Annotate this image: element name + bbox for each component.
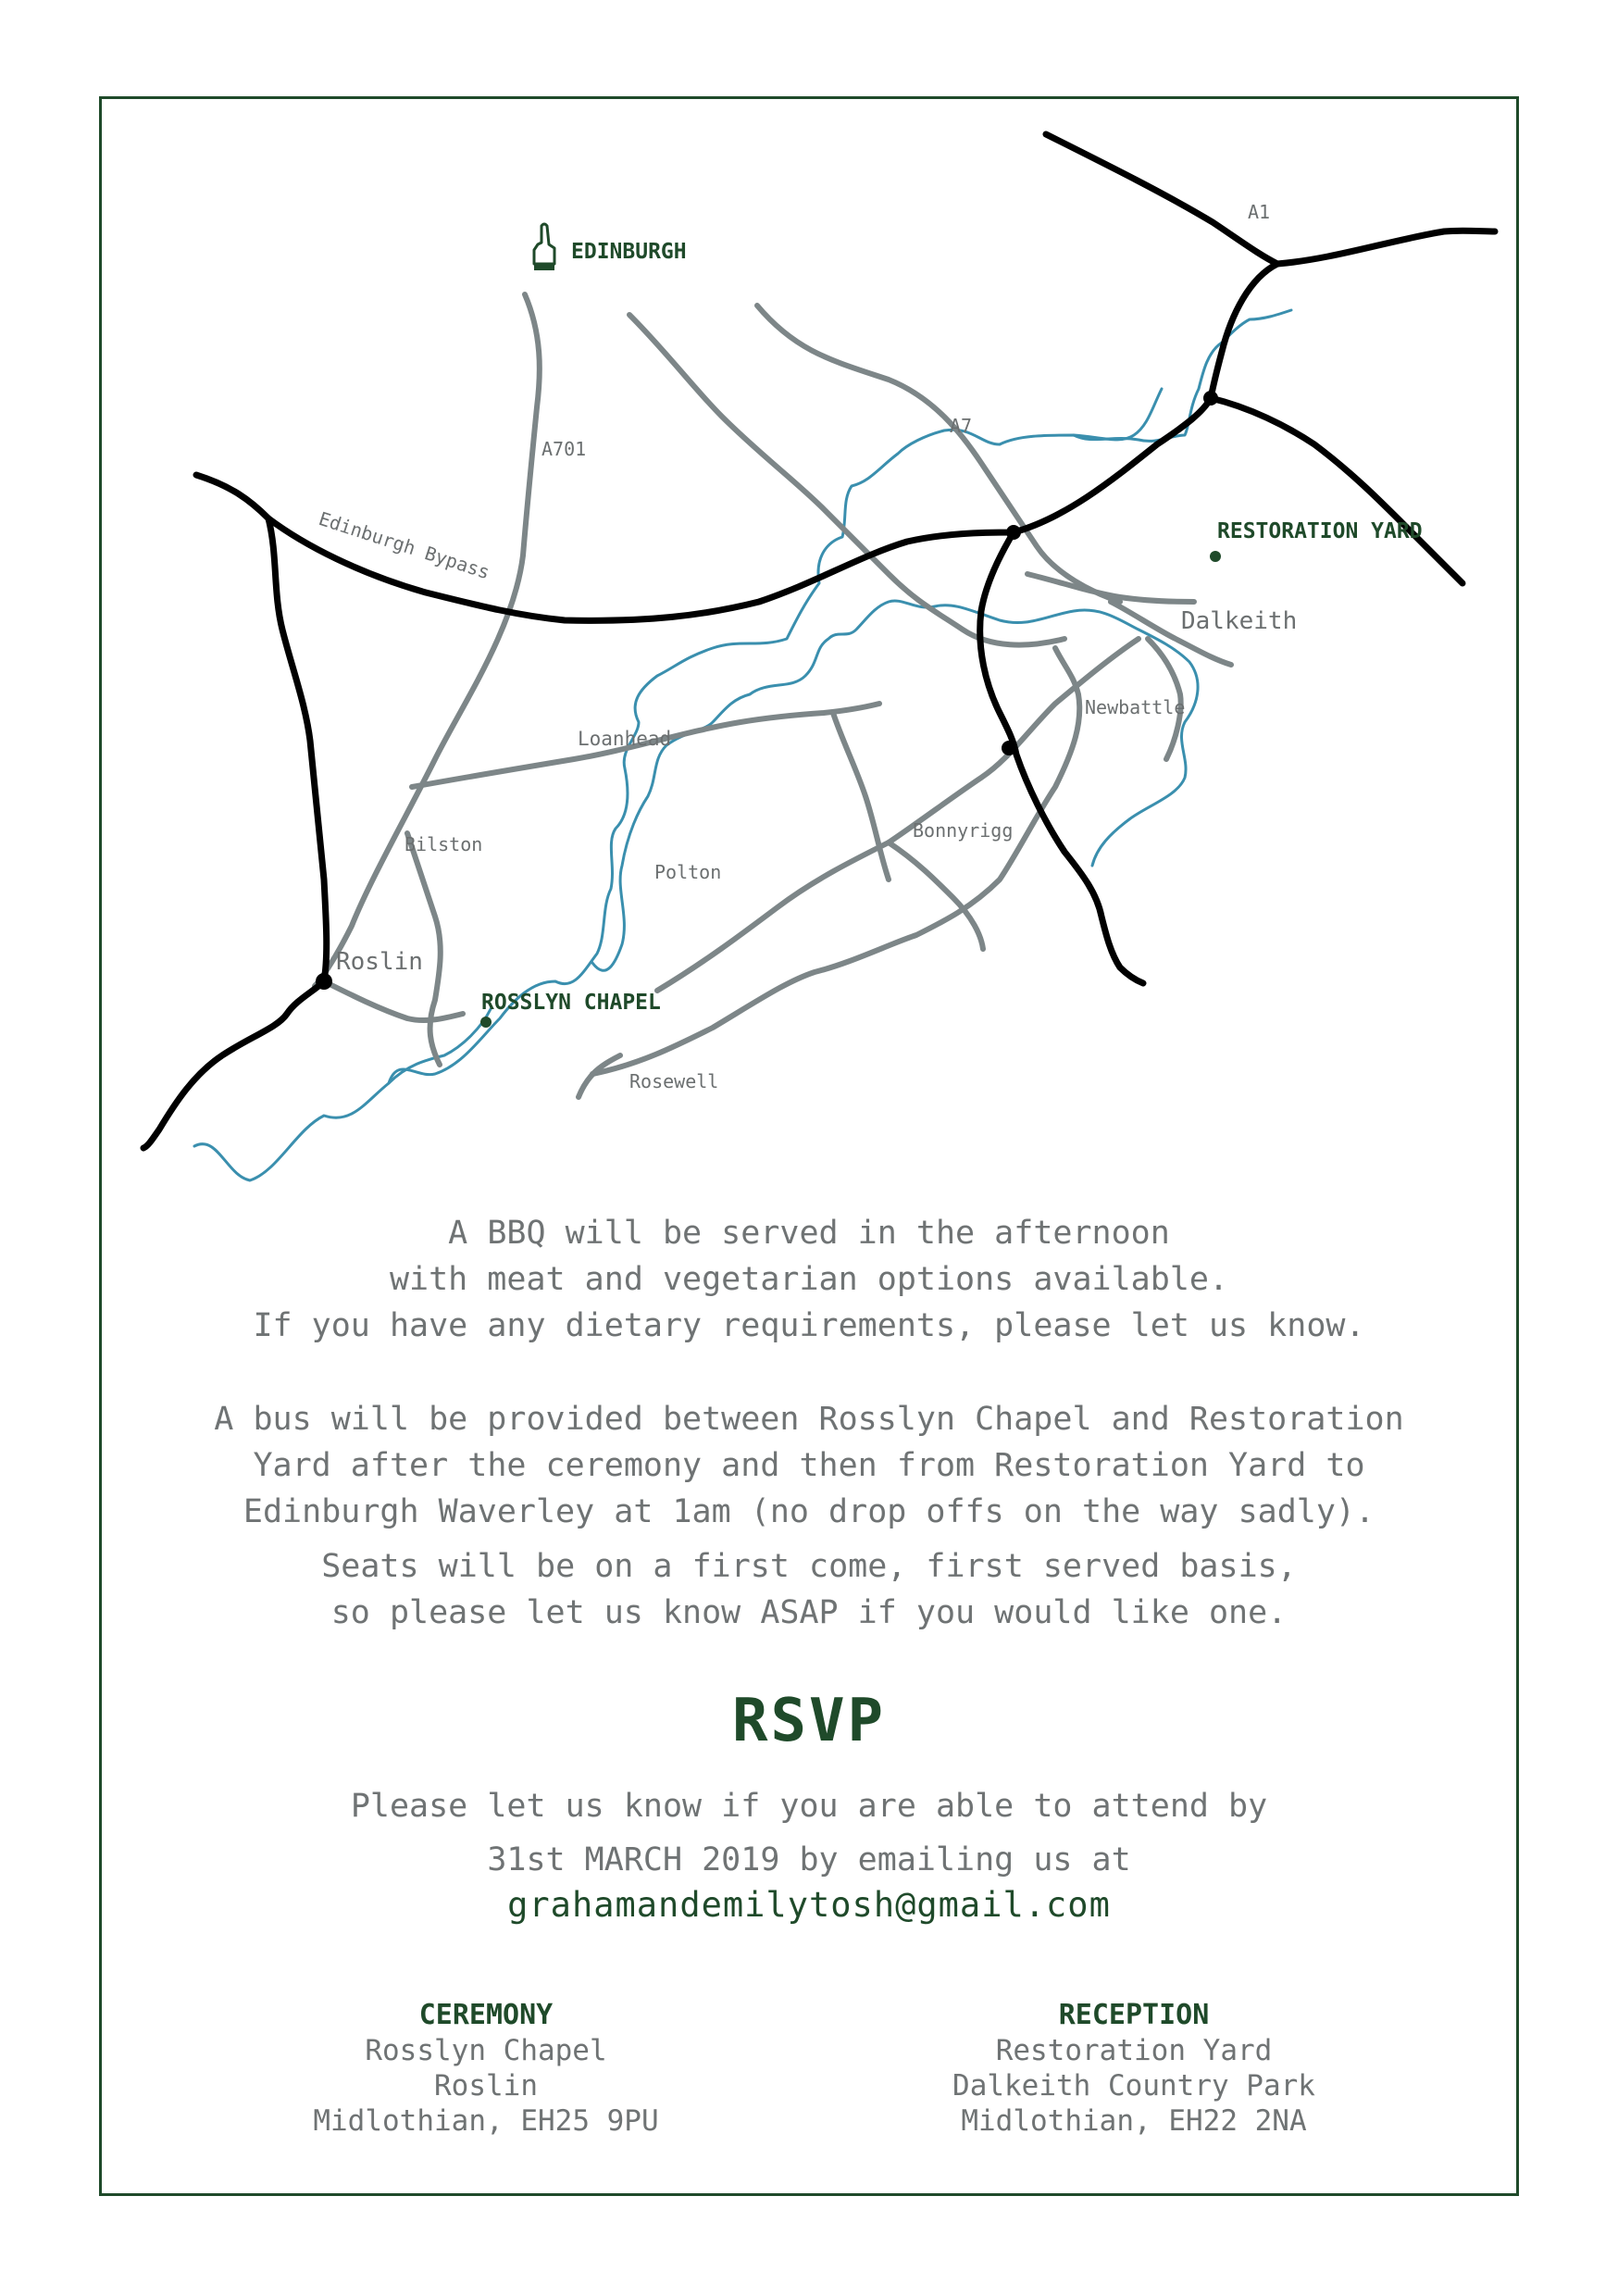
rsvp-line: 31st MARCH 2019 by emailing us at [487,1841,1131,1878]
road-bonnyrigg-cross [889,842,983,949]
address-line: Rosslyn Chapel [365,2034,607,2067]
restoration-yard-marker [1210,551,1221,562]
road-bonnyrigg-main [657,639,1139,991]
bus-line: A bus will be provided between Rosslyn Chapel and Restoration [214,1401,1404,1438]
town-label-rosewell: Rosewell [629,1070,719,1092]
river-dalkeith [1074,310,1291,441]
reception-heading: RECEPTION [1058,1999,1210,2031]
ceremony-heading: CEREMONY [418,1999,554,2031]
road-label-a7: A7 [950,415,973,437]
venue-label-rosslyn-chapel: ROSSLYN CHAPEL [481,991,661,1015]
road-a7 [757,306,1120,602]
junction-a7 [1006,525,1021,540]
bbq-line: A BBQ will be served in the afternoon [448,1215,1170,1252]
bbq-line: with meat and vegetarian options available. [389,1261,1229,1298]
road-a68 [1211,398,1462,583]
address-line: Midlothian, EH22 2NA [961,2104,1307,2138]
rsvp-email-link[interactable]: grahamandemilytosh@gmail.com [507,1885,1111,1925]
venue-label-restoration-yard: RESTORATION YARD [1217,519,1423,543]
road-west [143,518,327,1148]
road-roslin-chapel [324,981,463,1020]
town-label-polton: Polton [654,861,722,883]
road-bypass [196,398,1211,620]
seats-line: so please let us know ASAP if you would like one. [330,1594,1288,1631]
road-a1 [1046,134,1495,264]
town-label-roslin: Roslin [336,948,423,976]
road-dalkeith-link [1027,574,1194,602]
junction-a1 [1203,391,1218,406]
river-north-esk [194,389,1162,1180]
junction-roslin [316,973,332,990]
rsvp-line: Please let us know if you are able to attend by [350,1788,1268,1825]
river-bend [592,601,1198,970]
road-label-bypass: Edinburgh Bypass [316,506,493,584]
town-label-dalkeith: Dalkeith [1181,607,1298,635]
address-line: Midlothian, EH25 9PU [313,2104,659,2138]
town-label-loanhead: Loanhead [578,728,672,750]
address-line: Roslin [434,2069,538,2103]
town-label-bilston: Bilston [404,833,483,855]
road-rosewell [579,1055,620,1097]
rosslyn-chapel-marker [480,1017,492,1028]
ceremony-address [227,1998,745,2139]
rsvp-instructions [0,1779,1618,1887]
town-label-newbattle: Newbattle [1085,696,1186,718]
bus-paragraph [0,1396,1618,1535]
bus-line: Edinburgh Waverley at 1am (no drop offs on the way sadly). [243,1493,1375,1530]
road-label-a1: A1 [1248,201,1271,223]
town-label-bonnyrigg: Bonnyrigg [913,819,1014,842]
seats-paragraph [0,1543,1618,1636]
road-a701 [315,294,540,986]
bus-line: Yard after the ceremony and then from Restoration Yard to [253,1447,1365,1484]
edinburgh-label: EDINBURGH [571,240,687,264]
bbq-line: If you have any dietary requirements, please let us know. [253,1307,1365,1344]
bbq-paragraph [0,1210,1618,1349]
address-line: Dalkeith Country Park [952,2069,1315,2103]
road-a1-branch [1211,264,1277,398]
reception-address [875,1998,1393,2139]
pointing-hand-icon [534,224,554,270]
road-label-a701: A701 [541,438,587,460]
address-line: Restoration Yard [995,2034,1273,2067]
rsvp-title: RSVP [731,1687,887,1755]
junction-bonnyrigg [1002,741,1016,755]
seats-line: Seats will be on a first come, first served basis, [321,1548,1297,1585]
